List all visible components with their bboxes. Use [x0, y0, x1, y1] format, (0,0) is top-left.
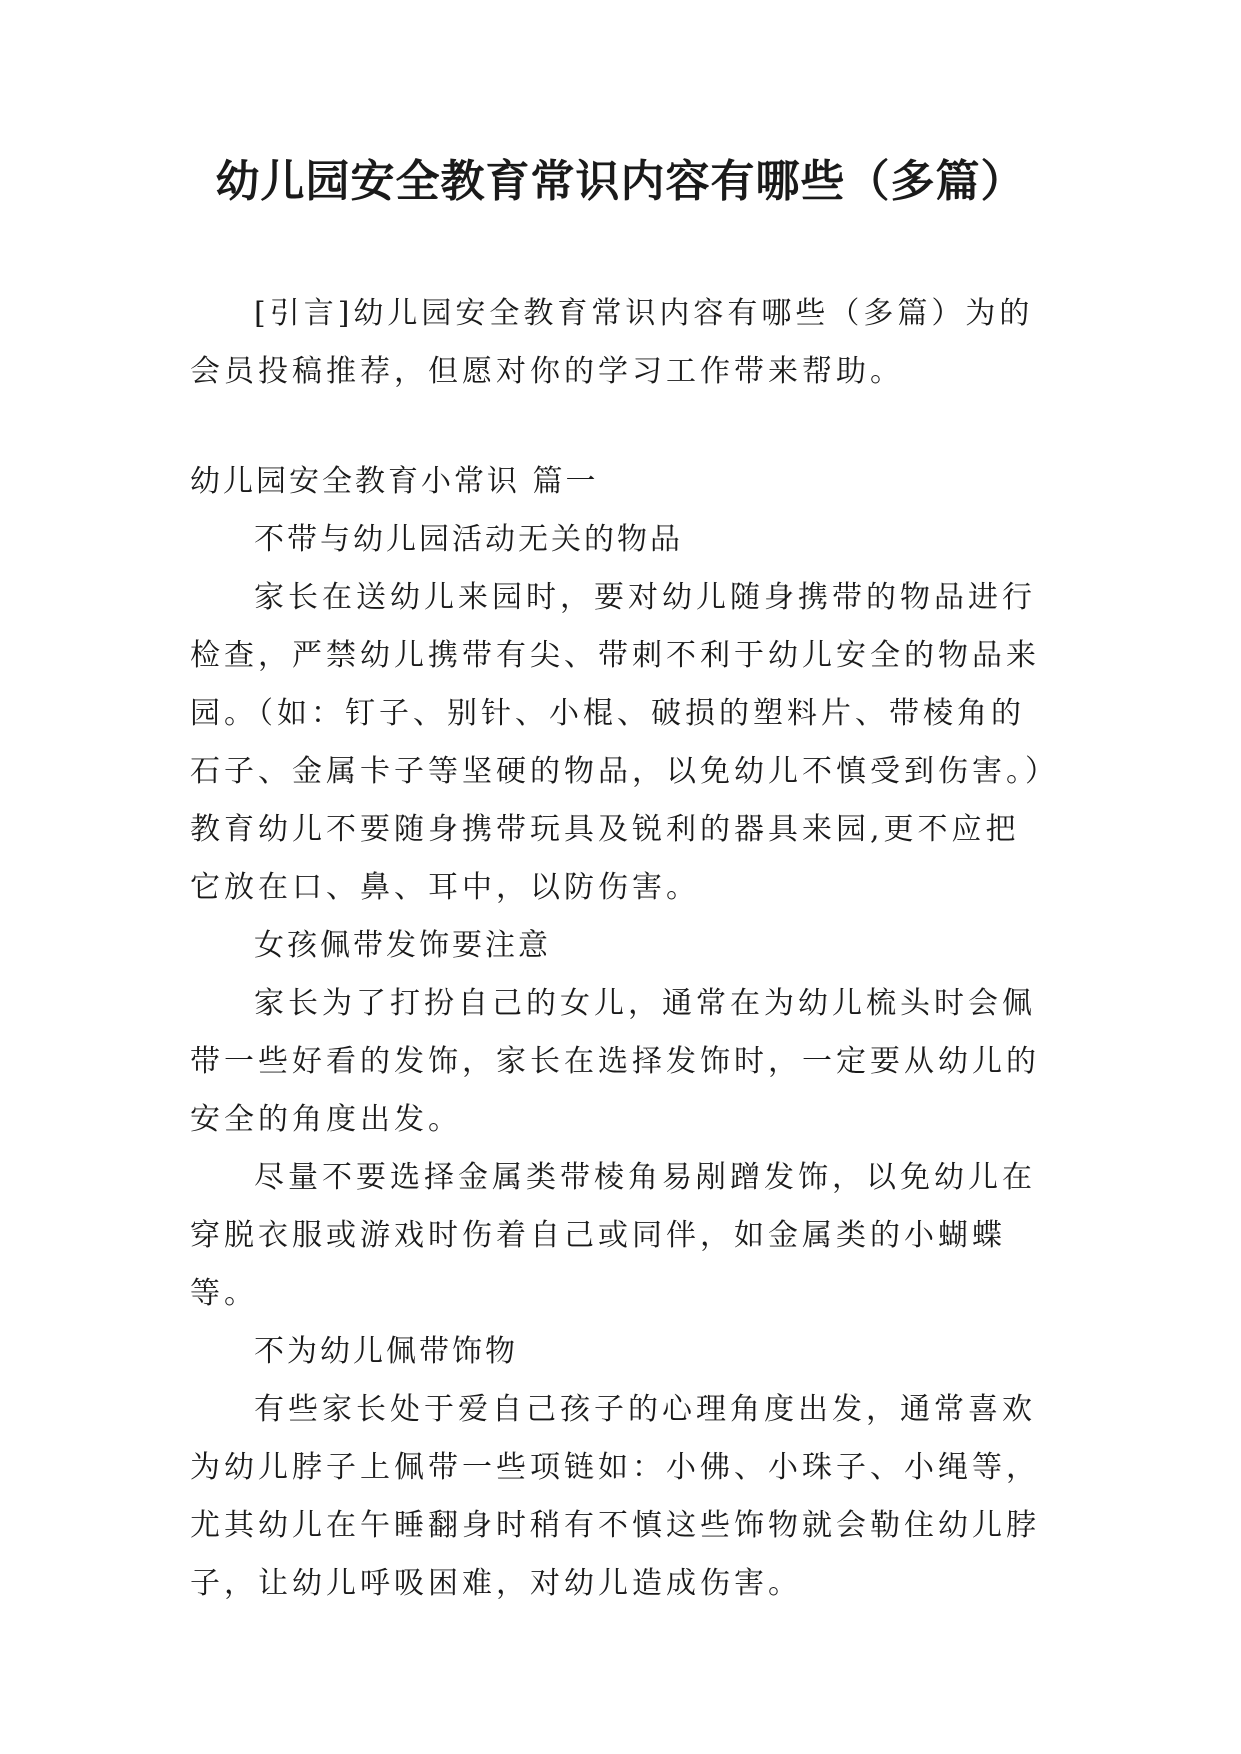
paragraph: 家长在送幼儿来园时，要对幼儿随身携带的物品进行检查，严禁幼儿携带有尖、带刺不利于幼儿安全的物品来园。（如：钉子、别针、小棍、破损的塑料片、带棱角的石子、金属卡子等坚硬的物品，以免幼儿不慎受到伤害。）教育幼儿不要随身携带玩具及锐利的器具来园,更不应把它放在口、鼻、耳中，以防伤害。 — [190, 580, 1044, 905]
paragraph: 有些家长处于爱自己孩子的心理角度出发，通常喜欢为幼儿脖子上佩带一些项链如：小佛、小珠子、小绳等，尤其幼儿在午睡翻身时稍有不慎这些饰物就会勒住幼儿脖子，让幼儿呼吸困难，对幼儿造成伤害。 — [190, 1392, 1040, 1601]
subheading: 女孩佩带发饰要注意 — [254, 928, 551, 963]
document-body — [190, 285, 1050, 1613]
subheading: 不为幼儿佩带饰物 — [254, 1334, 518, 1369]
paragraph: 尽量不要选择金属类带棱角易剐蹭发饰，以免幼儿在穿脱衣服或游戏时伤着自己或同伴，如金属类的小蝴蝶等。 — [190, 1160, 1036, 1311]
document-title: 幼儿园安全教育常识内容有哪些（多篇） — [215, 156, 1026, 207]
paragraph: 家长为了打扮自己的女儿，通常在为幼儿梳头时会佩带一些好看的发饰，家长在选择发饰时，一定要从幼儿的安全的角度出发。 — [190, 986, 1040, 1137]
section-title: 幼儿园安全教育小常识 篇一 — [190, 464, 599, 499]
intro-paragraph: [引言]幼儿园安全教育常识内容有哪些（多篇）为的会员投稿推荐，但愿对你的学习工作带来帮助。 — [190, 296, 1034, 389]
subheading: 不带与幼儿园活动无关的物品 — [254, 522, 683, 557]
